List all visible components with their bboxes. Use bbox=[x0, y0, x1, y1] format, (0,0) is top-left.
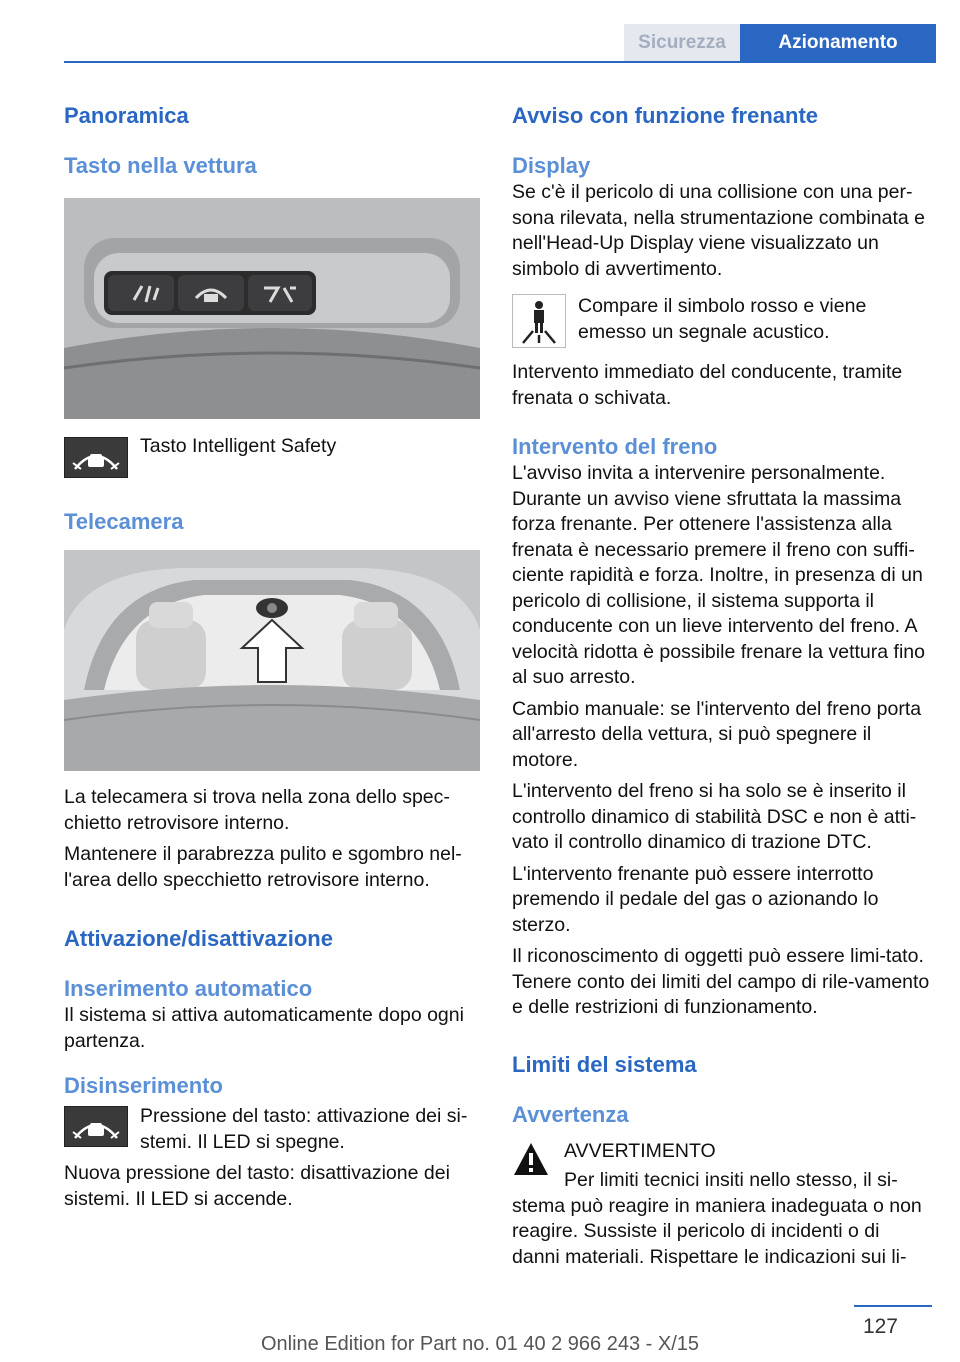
left-column bbox=[64, 98, 482, 1212]
freno-paragraph-1: L'avviso invita a intervenire personalmente. Durante un avviso viene sfruttata la massima forza frenante. Per ottenere l'assistenza alla frenata è necessario premere il freno con suffi-ciente rapidità e forza. Inoltre, in presenza di un pericolo di collisione, il sistema supporta il conducente con un lieve intervento del freno. A velocità ridotta è possibile frenare la vettura fino al suo arresto. bbox=[512, 462, 925, 688]
heading-limiti: Limiti del sistema bbox=[512, 1051, 697, 1077]
intelligent-safety-icon bbox=[64, 1106, 128, 1147]
warning-block bbox=[512, 1139, 932, 1271]
footer-divider bbox=[854, 1305, 932, 1307]
disins-paragraph: Nuova pressione del tasto: disattivazione dei sistemi. Il LED si accende. bbox=[64, 1162, 450, 1210]
edition-footer: Online Edition for Part no. 01 40 2 966 243 - X/15 bbox=[260, 1333, 700, 1355]
button-panel-photo bbox=[64, 198, 480, 419]
tele-paragraph-1: La telecamera si trova nella zona dello spec-chietto retrovisore interno. bbox=[64, 786, 450, 834]
heading-inserimento: Inserimento automatico bbox=[64, 976, 313, 1001]
heading-disinserimento: Disinserimento bbox=[64, 1073, 223, 1098]
warning-title: AVVERTIMENTO bbox=[564, 1139, 716, 1162]
inserimento-paragraph: Il sistema si attiva automaticamente dopo ogni partenza. bbox=[64, 1004, 464, 1052]
heading-freno: Intervento del freno bbox=[512, 434, 718, 459]
tasto-caption-row bbox=[64, 437, 482, 478]
page-number: 127 bbox=[862, 1315, 898, 1338]
freno-paragraph-3: L'intervento del freno si ha solo se è inserito il controllo dinamico di stabilità DSC e non è atti-vato il controllo dinamico di trazione DTC. bbox=[512, 780, 917, 853]
disins-row bbox=[64, 1104, 482, 1155]
warning-text: Per limiti tecnici insiti nello stesso, il si-stema può reagire in maniera inadeguata o non reagire. Sussiste il pericolo di incidenti o di danni materiali. Rispettare le indicazioni sui li- bbox=[512, 1169, 922, 1268]
display-icon-row bbox=[512, 294, 932, 348]
pedestrian-warning-icon bbox=[512, 294, 566, 348]
freno-paragraph-5: Il riconoscimento di oggetti può essere limi-tato. Tenere conto dei limiti del campo di rile-vamento e delle restrizioni di funzionamento. bbox=[512, 945, 930, 1018]
display-icon-text: Compare il simbolo rosso e viene emesso un segnale acustico. bbox=[578, 295, 867, 343]
tele-paragraph-2: Mantenere il parabrezza pulito e sgombro nel-l'area dello specchietto retrovisore interno. bbox=[64, 843, 462, 891]
right-column bbox=[512, 98, 932, 1270]
header-tabs bbox=[624, 24, 936, 62]
heading-attivazione: Attivazione/disattivazione bbox=[64, 926, 333, 951]
tab-sicurezza[interactable]: Sicurezza bbox=[624, 24, 740, 62]
heading-telecamera: Telecamera bbox=[64, 509, 184, 534]
heading-panoramica: Panoramica bbox=[64, 103, 189, 128]
display-paragraph: Se c'è il pericolo di una collisione con una per-sona rilevata, nella strumentazione combinata e nell'Head-Up Display viene visualizzato un simbolo di avvertimento. bbox=[512, 181, 925, 280]
intelligent-safety-icon bbox=[64, 437, 128, 478]
tasto-caption: Tasto Intelligent Safety bbox=[140, 435, 337, 457]
heading-display: Display bbox=[512, 153, 591, 178]
display-paragraph-2: Intervento immediato del conducente, tramite frenata o schivata. bbox=[512, 361, 903, 409]
heading-avviso: Avviso con funzione frenante bbox=[512, 103, 819, 128]
freno-paragraph-2: Cambio manuale: se l'intervento del freno porta all'arresto della vettura, si può spegnere il motore. bbox=[512, 697, 922, 771]
freno-paragraph-4: L'intervento frenante può essere interrotto premendo il pedale del gas o azionando lo sterzo. bbox=[512, 862, 879, 936]
warning-triangle-icon bbox=[512, 1141, 550, 1177]
tab-azionamento[interactable]: Azionamento bbox=[740, 24, 936, 62]
heading-avvertenza: Avvertenza bbox=[512, 1101, 629, 1127]
heading-tasto: Tasto nella vettura bbox=[64, 153, 257, 178]
camera-location-photo bbox=[64, 550, 480, 771]
header-divider bbox=[64, 61, 936, 63]
disins-icon-text: Pressione del tasto: attivazione dei si-stemi. Il LED si spegne. bbox=[140, 1105, 468, 1153]
